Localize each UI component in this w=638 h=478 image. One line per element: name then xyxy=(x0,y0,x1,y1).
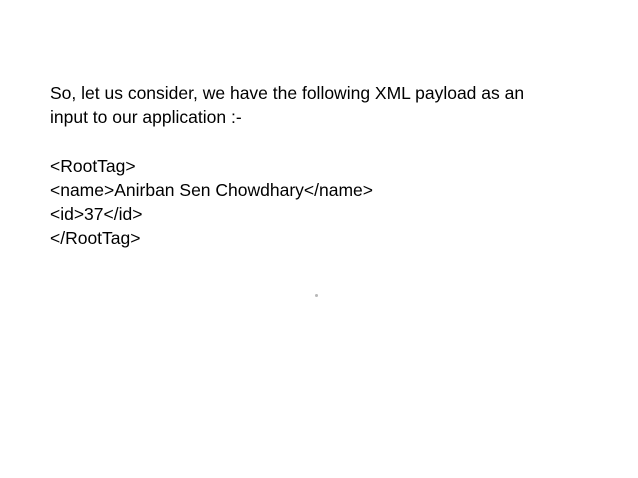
paragraph-line-1: So, let us consider, we have the following XML payload as an xyxy=(50,83,525,103)
xml-line-id: <id>37</id> xyxy=(50,204,143,225)
stray-dot xyxy=(315,294,318,297)
xml-line-root-open: <RootTag> xyxy=(50,155,136,176)
xml-line-name: <name>Anirban Sen Chowdhary</name> xyxy=(50,179,373,200)
xml-line-root-close: </RootTag> xyxy=(50,228,141,249)
slide-body-text xyxy=(50,81,610,250)
blank-line xyxy=(50,129,610,153)
paragraph-line-2: input to our application :- xyxy=(50,107,242,128)
